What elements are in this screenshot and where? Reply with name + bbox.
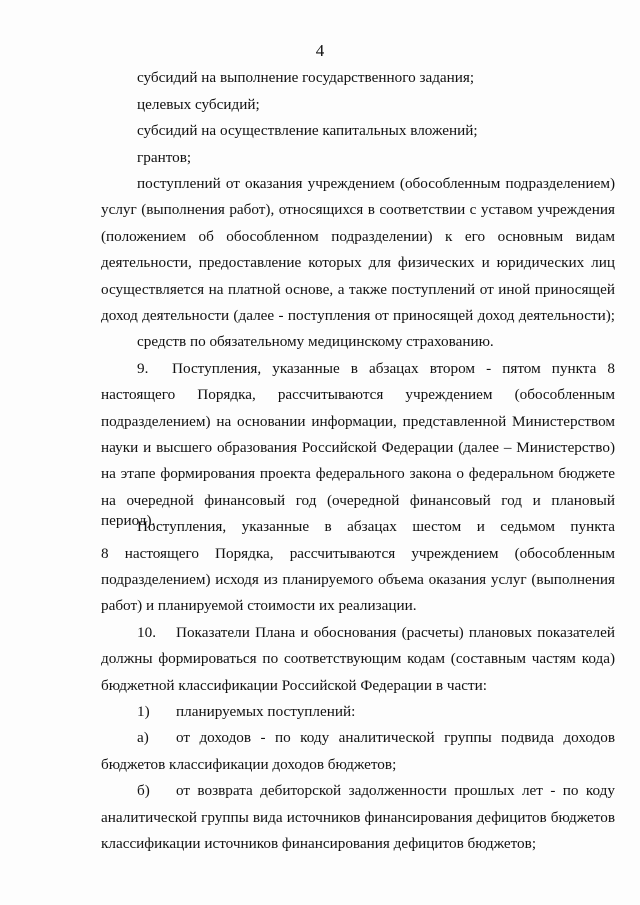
clause-number: 10. — [137, 624, 156, 641]
text-line: грантов; — [137, 149, 192, 166]
text-line: Поступления, указанные в абзацах втором - пятом пункта 8 — [172, 360, 615, 377]
text-line: на очередной финансовый год (очередной финансовый год и плановый период). — [101, 492, 615, 529]
text-line: услуг (выполнения работ), относящихся в соответствии с уставом учреждения — [101, 201, 615, 218]
text-line: подразделением) исходя из планируемого объема оказания услуг (выполнения — [101, 571, 615, 588]
text-line: должны формироваться по соответствующим кодам (составным частям кода) — [101, 650, 615, 667]
text-line: деятельности, предоставление которых для физических и юридических лиц — [101, 254, 615, 271]
text-line: осуществляется на платной основе, а также поступлений от иной приносящей — [101, 281, 615, 298]
text-line: от доходов - по коду аналитической группы подвида доходов — [176, 729, 615, 746]
text-line: настоящего Порядка, рассчитываются учреждением (обособленным — [101, 386, 615, 403]
text-line: планируемых поступлений: — [176, 703, 356, 720]
list-marker: 1) — [137, 703, 150, 720]
page-number: 4 — [315, 41, 325, 60]
text-line: работ) и планируемой стоимости их реализации. — [101, 597, 417, 614]
list-marker: а) — [137, 729, 149, 746]
text-line: подразделением) на основании информации, представленной Министерством — [101, 413, 615, 430]
text-line: бюджетов классификации доходов бюджетов; — [101, 756, 397, 773]
text-line: целевых субсидий; — [137, 96, 260, 113]
text-line: от возврата дебиторской задолженности прошлых лет - по коду — [176, 782, 615, 799]
text-line: Поступления, указанные в абзацах шестом и седьмом пункта — [137, 518, 615, 535]
text-line: бюджетной классификации Российской Федерации в части: — [101, 677, 487, 694]
text-line: средств по обязательному медицинскому страхованию. — [137, 333, 494, 350]
text-line: науки и высшего образования Российской Федерации (далее – Министерство) — [101, 439, 615, 456]
text-line: (положением об обособленном подразделении) к его основным видам — [101, 228, 615, 245]
text-line: поступлений от оказания учреждением (обособленным подразделением) — [137, 175, 615, 192]
text-line: доход деятельности (далее - поступления от приносящей доход деятельности); — [101, 307, 615, 324]
text-line: классификации источников финансирования дефицитов бюджетов; — [101, 835, 537, 852]
text-line: аналитической группы вида источников финансирования дефицитов бюджетов — [101, 809, 615, 826]
text-line: 8 настоящего Порядка, рассчитываются учреждением (обособленным — [101, 545, 615, 562]
clause-number: 9. — [137, 360, 149, 377]
text-line: Показатели Плана и обоснования (расчеты) плановых показателей — [176, 624, 615, 641]
text-line: субсидий на осуществление капитальных вложений; — [137, 122, 478, 139]
list-marker: б) — [137, 782, 150, 799]
text-line: субсидий на выполнение государственного задания; — [137, 69, 475, 86]
text-line: на этапе формирования проекта федерального закона о федеральном бюджете — [101, 465, 615, 482]
